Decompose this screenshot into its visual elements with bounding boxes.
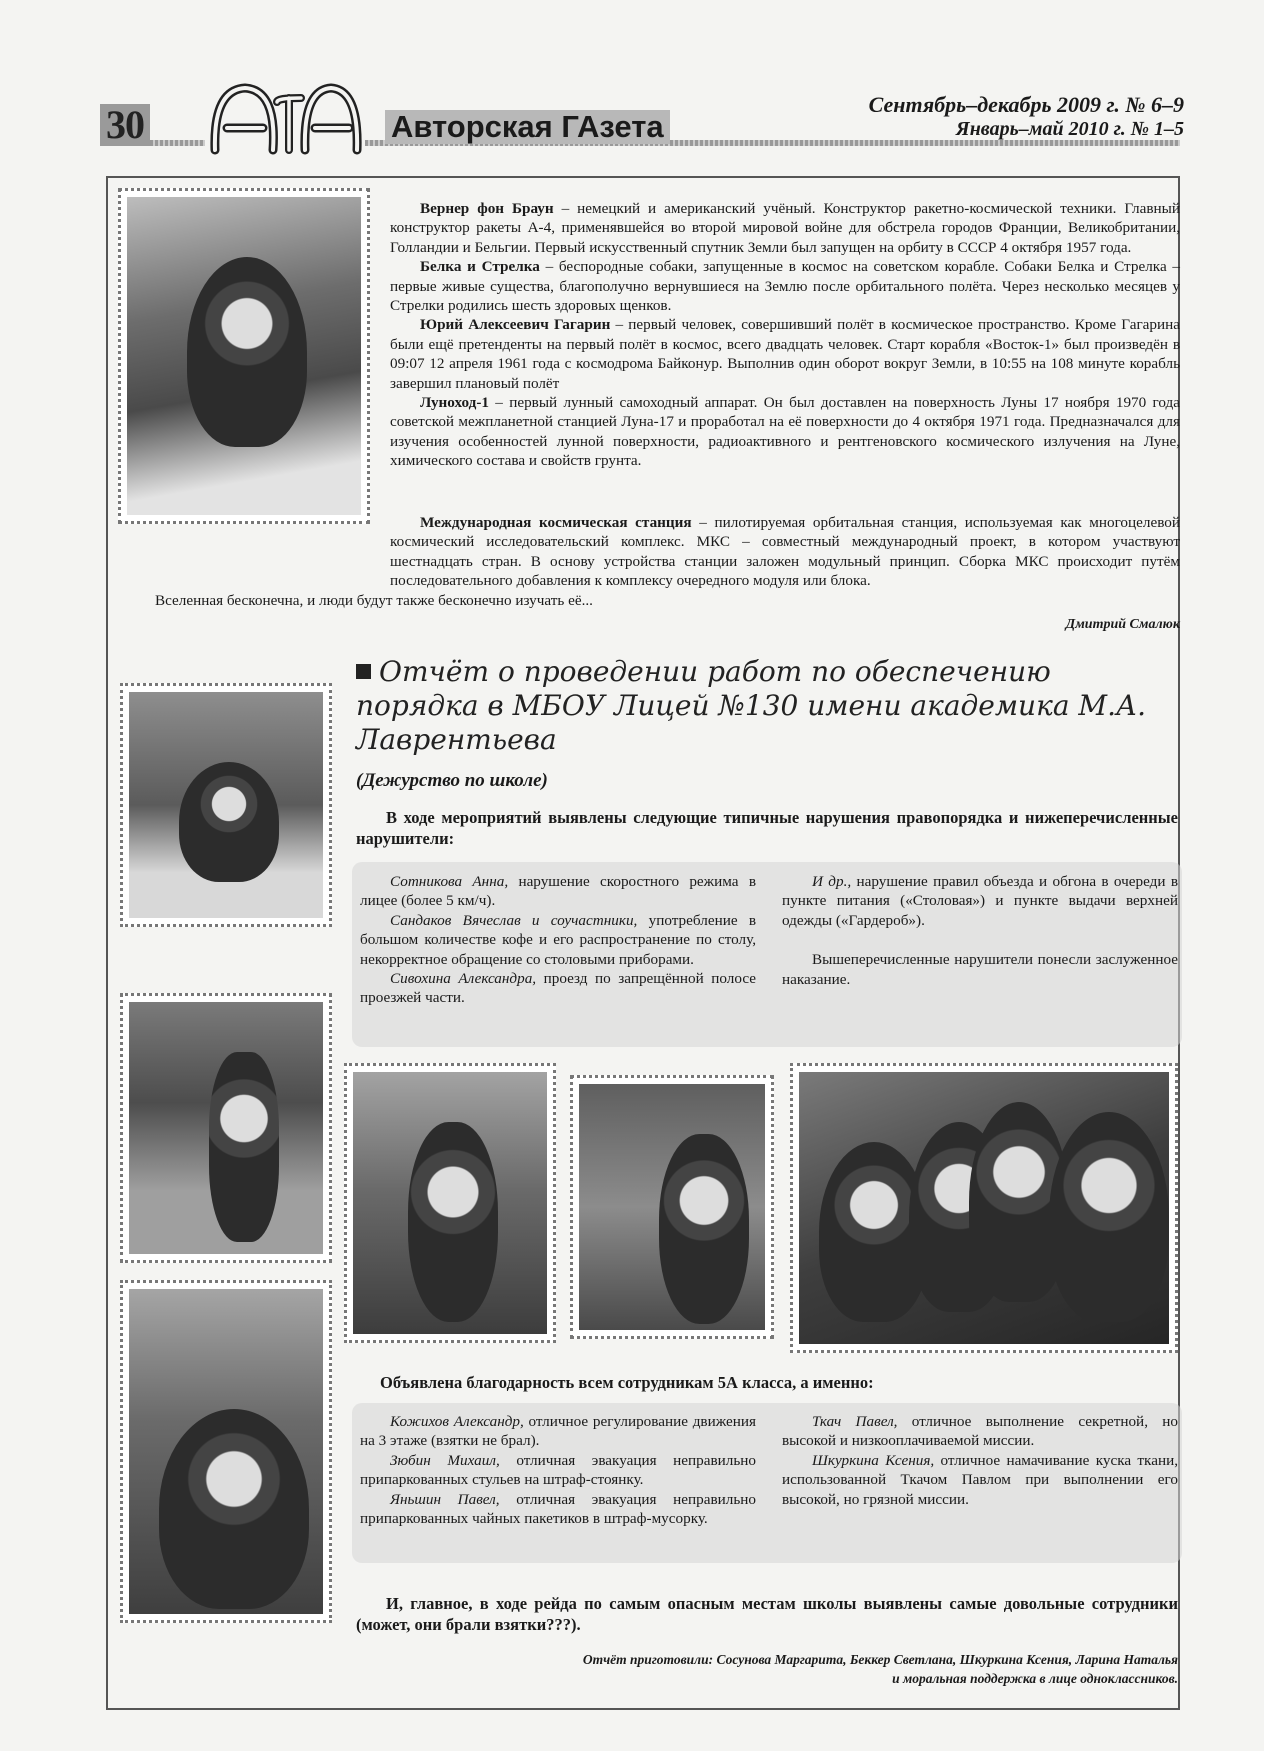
photo-girl-with-cup: [570, 1075, 774, 1339]
page-number: 30: [100, 104, 150, 146]
violation-item: Сотникова Анна, нарушение скоростного режима в лицее (более 5 км/ч).: [360, 873, 756, 910]
violation-item: И др., нарушение правил объезда и обгона в очереди в пункте питания («Столовая») и пункте выдачи верхней одежды («Гардероб»).: [782, 873, 1178, 929]
photo-girl-with-bucket: [120, 993, 332, 1263]
punishment-note: Вышеперечисленные нарушители понесли заслуженное наказание.: [782, 951, 1178, 988]
gratitude-left-column: [360, 1412, 756, 1528]
gratitude-item: Зюбин Михаил, отличная эвакуация неправильно припаркованных стульев на штраф-стоянку.: [360, 1451, 757, 1489]
newspaper-logo: [205, 80, 365, 158]
paragraph-braun: Вернер фон Браун – немецкий и американский учёный. Конструктор ракетно-космической техники. Главный конструктор ракеты А-4, применявшейся во второй мировой войне для обстрела городов Франции, Великобритании, Голландии и Бельгии. Первый искусственный спутник Земли был запущен на орбиту в СССР 4 октября 1957 года.: [390, 200, 1181, 256]
article-space-text-bottom: [125, 513, 1180, 610]
paragraph-lunokhod: Луноход-1 – первый лунный самоходный аппарат. Он был доставлен на поверхность Луны 17 ноября 1970 года советской межпланетной станцией Луна-17 и проработал на её поверхности до 4 октября 1971 года. Предназначался для изучения особенностей лунной поверхности, радиоактивного и рентгеновского космического излучения на Луне, химического состава и свойств грунта.: [390, 394, 1180, 470]
article-report-subhead: (Дежурство по школе): [356, 770, 548, 791]
violation-item: Сивохина Александра, проезд по запрещённой полосе проезжей части.: [360, 970, 756, 1007]
credits-line-2: и моральная поддержка в лице одноклассников.: [892, 1671, 1178, 1686]
newspaper-title: Авторская ГАзета: [385, 110, 670, 144]
final-statement: И, главное, в ходе рейда по самым опасным местам школы выявлены самые довольные сотрудники (может, они брали взятки???).: [356, 1594, 1178, 1634]
violations-left-column: [360, 872, 756, 1008]
photo-group-of-girls: [790, 1063, 1178, 1353]
photo-boy-portrait: [120, 1280, 332, 1623]
violations-right-column: [782, 872, 1178, 989]
signature-smalyuk: Дмитрий Смалюк: [1065, 617, 1180, 632]
report-credits: [356, 1650, 1178, 1688]
gratitude-right-column: [782, 1412, 1178, 1509]
photo-boy-thinking: [118, 188, 370, 524]
photo-girl-canteen: [344, 1063, 556, 1343]
paragraph-iss: Международная космическая станция – пилотируемая орбитальная станция, используемая как многоцелевой космический исследовательский комплекс. МКС – совместный международный проект, в котором участвуют шестнадцать стран. В основу устройства станции заложен модульный принцип. Сборка МКС происходит путём последовательного добавления к комплексу очередного модуля или блока.: [390, 514, 1180, 590]
issue-line-1: Сентябрь–декабрь 2009 г. № 6–9: [868, 92, 1184, 117]
credits-names: Сосунова Маргарита, Беккер Светлана, Шкуркина Ксения, Ларина Наталья: [713, 1652, 1178, 1667]
article-report-lead: В ходе мероприятий выявлены следующие типичные нарушения правопорядка и нижеперечисленные нарушители:: [356, 808, 1178, 848]
closing-line: Вселенная бесконечна, и люди будут также бесконечно изучать её...: [155, 591, 593, 609]
paragraph-gagarin: Юрий Алексеевич Гагарин – первый человек, совершивший полёт в космическое пространство. Кроме Гагарина были ещё претенденты на первый полёт в космос, всего двадцать человек. Старт корабля «Восток-1» был произведён в 09:07 12 апреля 1961 года с космодрома Байконур. Выполнив один оборот вокруг Земли, в 10:55 на 108 минуте корабль завершил плановый полёт: [390, 316, 1181, 392]
paragraph-belka-strelka: Белка и Стрелка – беспородные собаки, запущенные в космос на советском корабле. Собаки Белка и Стрелка – первые живые существа, благополучно вернувшиеся на Землю после орбитального полёта. Через несколько месяцев у Стрелки родились шесть здоровых щенков.: [390, 258, 1180, 315]
article-report-headline: Отчёт о проведении работ по обеспечению порядка в МБОУ Лицей №130 имени академика М.А. Лаврентьева: [356, 655, 1147, 756]
article-space-text-top: [390, 199, 1180, 471]
gratitude-item: Кожихов Александр, отличное регулирование движения на 3 этаже (взятки не брал).: [360, 1413, 756, 1450]
credits-label: Отчёт приготовили:: [582, 1652, 714, 1667]
gratitude-heading: Объявлена благодарность всем сотрудникам 5А класса, а именно:: [380, 1373, 874, 1392]
gratitude-item: Яньшин Павел, отличная эвакуация неправильно припаркованных чайных пакетиков в штраф-мусорку.: [360, 1490, 756, 1528]
gratitude-item: Ткач Павел, отличное выполнение секретной, но высокой и низкооплачиваемой миссии.: [782, 1413, 1178, 1450]
gratitude-item: Шкуркина Ксения, отличное намачивание куска ткани, использованной Ткачом Павлом при выполнении его высокой, но грязной миссии.: [782, 1451, 1178, 1508]
violation-item: Сандаков Вячеслав и соучастники, употребление в большом количестве кофе и его распространение по столу, некорректное обращение со столовыми приборами.: [360, 911, 756, 968]
photo-boy-cleaning: [120, 683, 332, 927]
issue-line-2: Январь–май 2010 г. № 1–5: [955, 118, 1184, 140]
bullet-square-icon: [356, 664, 371, 679]
